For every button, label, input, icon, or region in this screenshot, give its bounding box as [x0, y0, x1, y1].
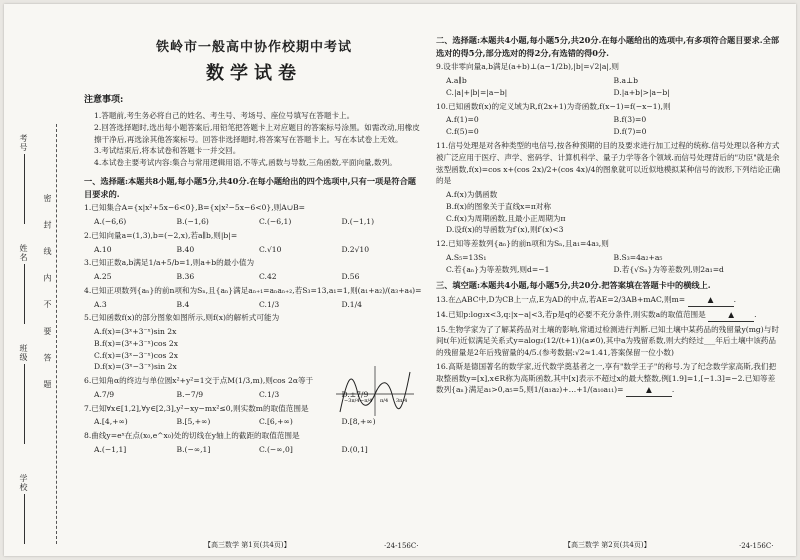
- option: B.4: [176, 299, 190, 309]
- option: D.f(7)=0: [613, 127, 647, 137]
- option: B.(−∞,1]: [176, 444, 211, 454]
- options: [436, 75, 781, 99]
- option: C.42: [259, 272, 277, 282]
- name-label: 姓名: [19, 244, 28, 262]
- option: D.56: [341, 272, 360, 282]
- fill-question-text: 13.在△ABC中,D为CB上一点,E为AD的中点,若AE=2/3AB+mAC,则m=: [436, 295, 686, 305]
- option: D.f(x)=(3ˣ−3⁻ˣ)sin 2x: [94, 362, 177, 372]
- graph-tick-label: 3π/4: [396, 398, 408, 404]
- option: B.f(x)=(3ˣ+3⁻ˣ)cos 2x: [94, 338, 179, 348]
- option: D.2√10: [341, 244, 370, 254]
- fill-question: 16.高斯是德国著名的数学家,近代数学奠基者之一,享有"数学王子"的称号.为了纪念数学家高斯,我们把取整函数y=[x],x∈R称为高斯函数,其中[x]表示不超过x的最大整数,例[1.9]=1,[−1.3]=−2.已知等差数列{aₙ}满足a₁>0,a₅=5,则1/(a₁a₂)+…+1/(a₁₀a₁₁)= ▲ .: [436, 361, 781, 397]
- options: [84, 271, 424, 283]
- answer-blank: ▲: [626, 384, 672, 397]
- fill-question: 15.生物学家为了了解某药品对土壤的影响,常通过检测进行判断.已知土壤中某药品的残留量y(mg)与时间t(年)近似满足关系式y=alog₂(12/(t+1))(a≠0),其中a为残留系数,则大约经过___年后土壤中该药品的残留量是2年后残留量的4/5.(参考数据:√2≈1.41,答案保留一位小数): [436, 324, 779, 358]
- notice-item: 3.考试结束后,将本试卷和答题卡一并交回。: [94, 146, 241, 156]
- options: [436, 189, 781, 236]
- option: B.f(3)=0: [613, 115, 647, 125]
- option: D.[8,+∞): [341, 417, 376, 427]
- binding-margin: [4, 4, 76, 556]
- function-graph: [334, 364, 416, 418]
- exam-number-label: 考号: [19, 134, 28, 152]
- exam-subject: 数学试卷: [206, 63, 302, 85]
- question: 6.已知角α的终边与单位圆x²+y²=1交于点M(1/3,m),则cos 2α等于: [84, 376, 314, 386]
- fill-question-text: 14.已知p:log₂x<3,q:|x−a|<3,若p是q的必要不充分条件,则实数a的取值范围是: [436, 309, 706, 319]
- question: 4.已知正项数列{aₙ}的前n项和为Sₙ,且{aₙ}满足aₙ₊₁=aₙaₙ₊₂,若S₃=13,a₁=1,则(a₁+a₂)/(a₃+a₄)=: [84, 285, 422, 295]
- question: 11.信号处理是对各种类型的电信号,按各种预期的目的及要求进行加工过程的统称.信号处理以各种方式被广泛应用于医疗、声学、密码学、计算机科学、量子力学等各个领域.而信号处理背后的"功臣"就是余弦型函数,f(x)=cos x+(cos 2x)/2+(cos 4x)/4的图象就可以近似地模拟某种信号的波形,下列结论正确的是: [436, 141, 781, 186]
- option: B.[5,+∞): [176, 417, 211, 427]
- question: 9.设非零向量a,b满足(a+b)⊥(a−1/2b),|b|=√2|a|,则: [436, 62, 619, 72]
- page-footer-right: 【高三数学 第2页(共4页)】: [564, 541, 651, 549]
- option: C.若{aₙ}为等差数列,则d=−1: [446, 264, 550, 274]
- options: [84, 299, 424, 311]
- notice-item: 1.答题前,考生务必将自己的姓名、考生号、考场号、座位号填写在答题卡上。: [94, 110, 355, 120]
- options: [84, 244, 424, 256]
- class-blank: [24, 364, 25, 444]
- option: A.(−1,1]: [94, 444, 127, 454]
- option: B.−7/9: [176, 389, 204, 399]
- option: D.(−1,1): [341, 216, 375, 226]
- options: [84, 444, 424, 456]
- fill-question-text: 16.高斯是德国著名的数学家,近代数学奠基者之一,享有"数学王子"的称号.为了纪念数学家高斯,我们把取整函数y=[x],x∈R称为高斯函数,其中[x]表示不超过x的最大整数,例[1.9]=1,[−1.3]=−2.已知等差数列{aₙ}满足a₁>0,a₅=5,则1/(a₁a₂)+…+1/(a₁₀a₁₁)=: [436, 361, 777, 395]
- option: A.7/9: [94, 389, 115, 399]
- option: D.±7/9: [341, 389, 369, 399]
- option: A.a∥b: [446, 76, 467, 86]
- option: C.1/3: [259, 389, 280, 399]
- option: A.3: [94, 299, 107, 309]
- school-label: 学校: [19, 474, 28, 492]
- question: 5.已知函数f(x)的部分图象如图所示,则f(x)的解析式可能为: [84, 313, 280, 323]
- right-column: [436, 18, 781, 399]
- option: A.25: [94, 272, 112, 282]
- page-footer-left: 【高三数学 第1页(共4页)】: [204, 541, 291, 549]
- option: A.S₅=13S₁: [446, 252, 487, 262]
- notice-item: 2.回答选择题时,选出每小题答案后,用铅笔把答题卡上对应题目的答案标号涂黑。如需改动,用橡皮擦干净后,再选涂其他答案标号。回答非选择题时,将答案写在答题卡上。写在本试卷上无效。: [94, 122, 420, 144]
- option: A.[4,+∞): [94, 417, 128, 427]
- page-code-left: ·24-156C·: [384, 542, 419, 550]
- option: C.√10: [259, 244, 282, 254]
- option: A.f(x)=(3ˣ+3⁻ˣ)sin 2x: [94, 327, 177, 337]
- class-label: 班级: [19, 344, 28, 362]
- exam-title: 铁岭市一般高中协作校期中考试: [155, 40, 352, 55]
- answer-blank: ▲: [688, 294, 734, 307]
- option: D.(0,1]: [341, 444, 368, 454]
- option: D.设f(x)的导函数为f′(x),则f′(x)<3: [446, 225, 564, 235]
- option: B.f(x)的图象关于直线x=π对称: [446, 201, 551, 211]
- option: B.(−1,6): [176, 216, 209, 226]
- question: 7.已知∀x∈[1,2],∀y∈[2,3],y²−xy−mx²≤0,则实数m的取值范围是: [84, 403, 309, 413]
- option: B.S₃=4a₂+a₅: [613, 252, 663, 262]
- option: C.1/3: [259, 299, 280, 309]
- option: A.(−6,6): [94, 216, 127, 226]
- question: 10.已知函数f(x)的定义域为R,f(2x+1)为奇函数,f(x−1)=f(−x−1),则: [436, 101, 671, 111]
- section2-heading: 二、选择题:本题共4小题,每小题5分,共20分.在每小题给出的选项中,有多项符合题目要求.全部选对的得5分,部分选对的得2分,有选错的得0分.: [436, 35, 780, 58]
- option: B.36: [176, 272, 195, 282]
- section1-heading: 一、选择题:本题共8小题,每小题5分,共40分.在每小题给出的四个选项中,只有一项是符合题目要求的.: [84, 175, 416, 199]
- option: A.f(x)为偶函数: [446, 190, 498, 200]
- seal-line: [56, 124, 57, 544]
- graph-tick-label: π/4: [380, 398, 389, 404]
- graph-tick-label: −π/4: [360, 398, 373, 404]
- option: C.f(x)为周期函数,且最小正周期为π: [446, 213, 566, 223]
- option: B.40: [176, 244, 195, 254]
- options: [84, 326, 334, 373]
- option: C.|a|+|b|=|a−b|: [446, 87, 508, 97]
- option: A.f(1)=0: [446, 115, 479, 125]
- name-blank: [24, 264, 25, 324]
- page-code-right: ·24-156C·: [739, 542, 774, 550]
- notice-item: 4.本试卷主要考试内容:集合与常用逻辑用语,不等式,函数与导数,三角函数,平面向量,数列。: [94, 158, 397, 168]
- answer-blank: ▲: [708, 309, 754, 322]
- option: C.(−6,1): [259, 216, 292, 226]
- seal-line-text: 密 封 线 内 不 要 答 题: [43, 194, 52, 396]
- exam-sheet: [4, 4, 796, 556]
- option: C.f(x)=(3ˣ−3⁻ˣ)cos 2x: [94, 350, 178, 360]
- question: 2.已知向量a=(1,3),b=(−2,x),若a∥b,则|b|=: [84, 230, 238, 240]
- fill-question: 14.已知p:log₂x<3,q:|x−a|<3,若p是q的必要不充分条件,则实数a的取值范围是 ▲ .: [436, 309, 781, 322]
- option: C.f(5)=0: [446, 127, 479, 137]
- option: D.若{√Sₙ}为等差数列,则2a₁=d: [613, 264, 724, 274]
- question: 12.已知等差数列{aₙ}的前n项和为Sₙ,且a₁=4a₃,则: [436, 239, 609, 249]
- option: C.[6,+∞): [259, 417, 293, 427]
- option: B.a⊥b: [613, 76, 639, 86]
- options: [84, 216, 424, 228]
- section3-heading: 三、填空题:本题共4小题,每小题5分,共20分.把答案填在答题卡中的横线上.: [436, 280, 711, 291]
- question: 3.已知正数a,b满足1/a+5/b=1,则a+b的最小值为: [84, 258, 255, 268]
- option: D.1/4: [341, 299, 362, 309]
- fill-question: 13.在△ABC中,D为CB上一点,E为AD的中点,若AE=2/3AB+mAC,则m= ▲ .: [436, 294, 781, 307]
- options: [84, 416, 424, 428]
- notice-heading: 注意事项:: [84, 95, 124, 106]
- options: [436, 252, 781, 276]
- option: D.|a+b|>|a−b|: [613, 87, 670, 97]
- option: C.(−∞,0]: [259, 444, 293, 454]
- option: A.10: [94, 244, 112, 254]
- exam-number-blank: [24, 154, 25, 224]
- question: 1.已知集合A={x|x²+5x−6<0},B={x|x²−5x−6<0},则A∪B=: [84, 203, 306, 213]
- graph-tick-label: −3π/4: [344, 398, 360, 404]
- school-blank: [24, 494, 25, 544]
- options: [436, 114, 781, 138]
- question: 8.曲线y=eˣ在点(x₀,e^x₀)处的切线在y轴上的截距的取值范围是: [84, 431, 300, 441]
